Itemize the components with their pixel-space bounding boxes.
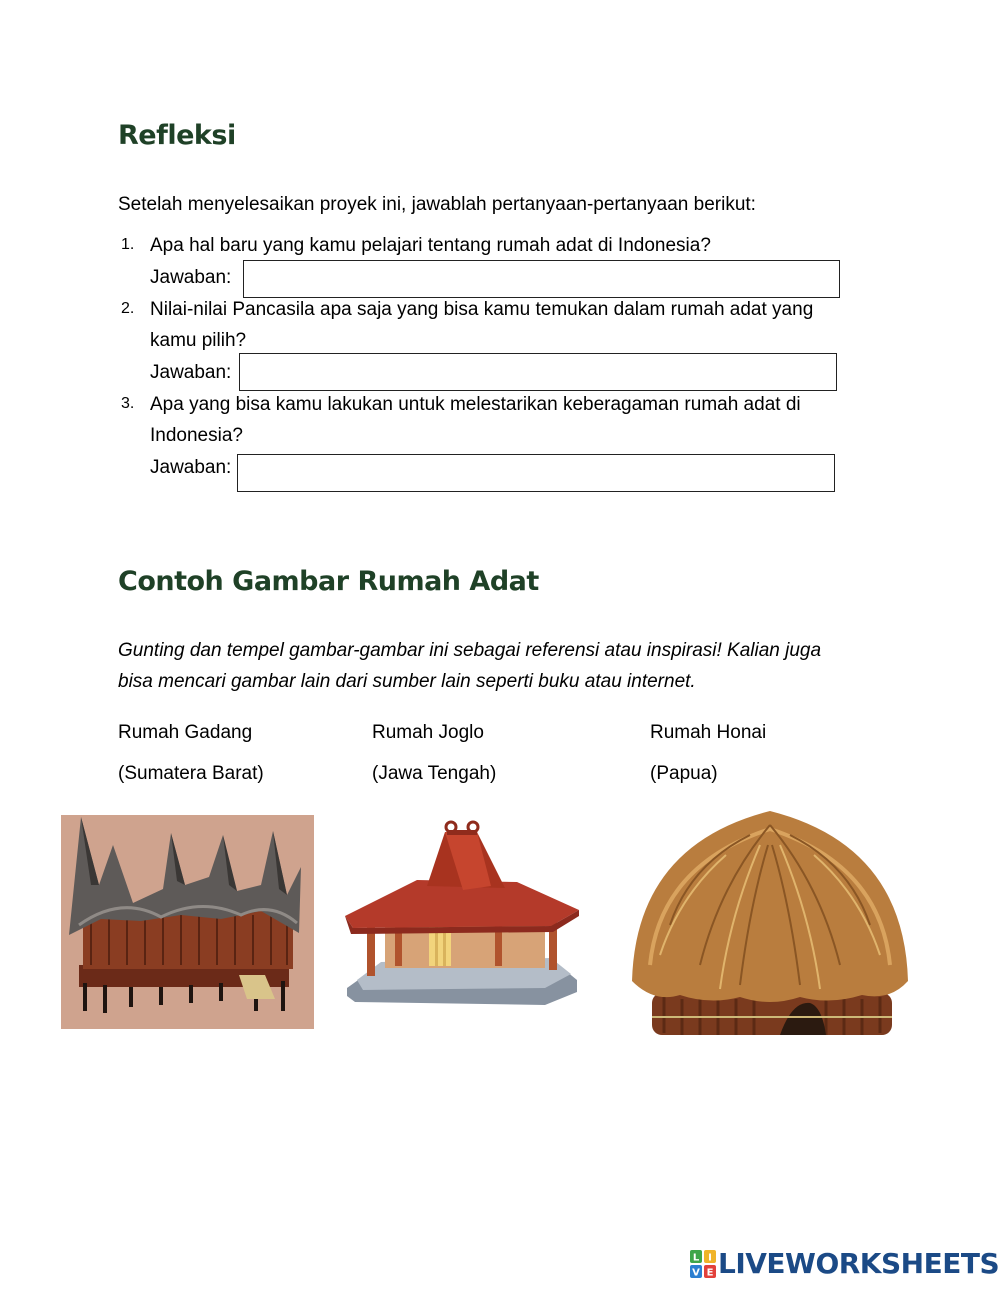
examples-title: Contoh Gambar Rumah Adat	[118, 566, 539, 597]
question-2-text-line1: Nilai-nilai Pancasila apa saja yang bisa kamu temukan dalam rumah adat yang	[150, 299, 814, 320]
answer-field-1[interactable]	[243, 260, 840, 298]
examples-instruction-line2: bisa mencari gambar lain dari sumber lain seperti buku atau internet.	[118, 671, 696, 692]
rumah-joglo-image	[345, 820, 580, 1005]
question-2-text-line2: kamu pilih?	[150, 330, 247, 351]
question-1-answer-label: Jawaban:	[150, 267, 232, 288]
icon-letter-e: E	[706, 1267, 714, 1278]
question-3-text-line1: Apa yang bisa kamu lakukan untuk melestarikan keberagaman rumah adat di	[150, 394, 801, 415]
question-1-text: Apa hal baru yang kamu pelajari tentang rumah adat di Indonesia?	[150, 235, 711, 256]
liveworksheets-logo	[690, 1247, 999, 1280]
icon-letter-v: V	[692, 1267, 700, 1278]
question-1-number: 1.	[121, 236, 135, 253]
icon-letter-i: I	[708, 1252, 712, 1263]
house-1-region: (Sumatera Barat)	[118, 763, 264, 784]
house-2-region: (Jawa Tengah)	[372, 763, 497, 784]
rumah-gadang-image	[61, 815, 314, 1029]
liveworksheets-text: LIVEWORKSHEETS	[718, 1247, 999, 1280]
examples-instruction-line1: Gunting dan tempel gambar-gambar ini sebagai referensi atau inspirasi! Kalian juga	[118, 640, 822, 661]
question-2-answer-label: Jawaban:	[150, 362, 232, 383]
liveworksheets-icon	[690, 1249, 718, 1279]
answer-field-2[interactable]	[239, 353, 837, 391]
house-1-name: Rumah Gadang	[118, 722, 253, 743]
question-2-number: 2.	[121, 300, 135, 317]
house-3-name: Rumah Honai	[650, 722, 767, 743]
house-3-region: (Papua)	[650, 763, 718, 784]
answer-field-3[interactable]	[237, 454, 835, 492]
question-3-number: 3.	[121, 395, 135, 412]
rumah-honai-image	[630, 805, 910, 1041]
house-2-name: Rumah Joglo	[372, 722, 484, 743]
reflection-intro: Setelah menyelesaikan proyek ini, jawablah pertanyaan-pertanyaan berikut:	[118, 194, 756, 215]
question-3-answer-label: Jawaban:	[150, 457, 232, 478]
question-3-text-line2: Indonesia?	[150, 425, 243, 446]
icon-letter-l: L	[692, 1252, 700, 1263]
reflection-title: Refleksi	[118, 120, 236, 151]
